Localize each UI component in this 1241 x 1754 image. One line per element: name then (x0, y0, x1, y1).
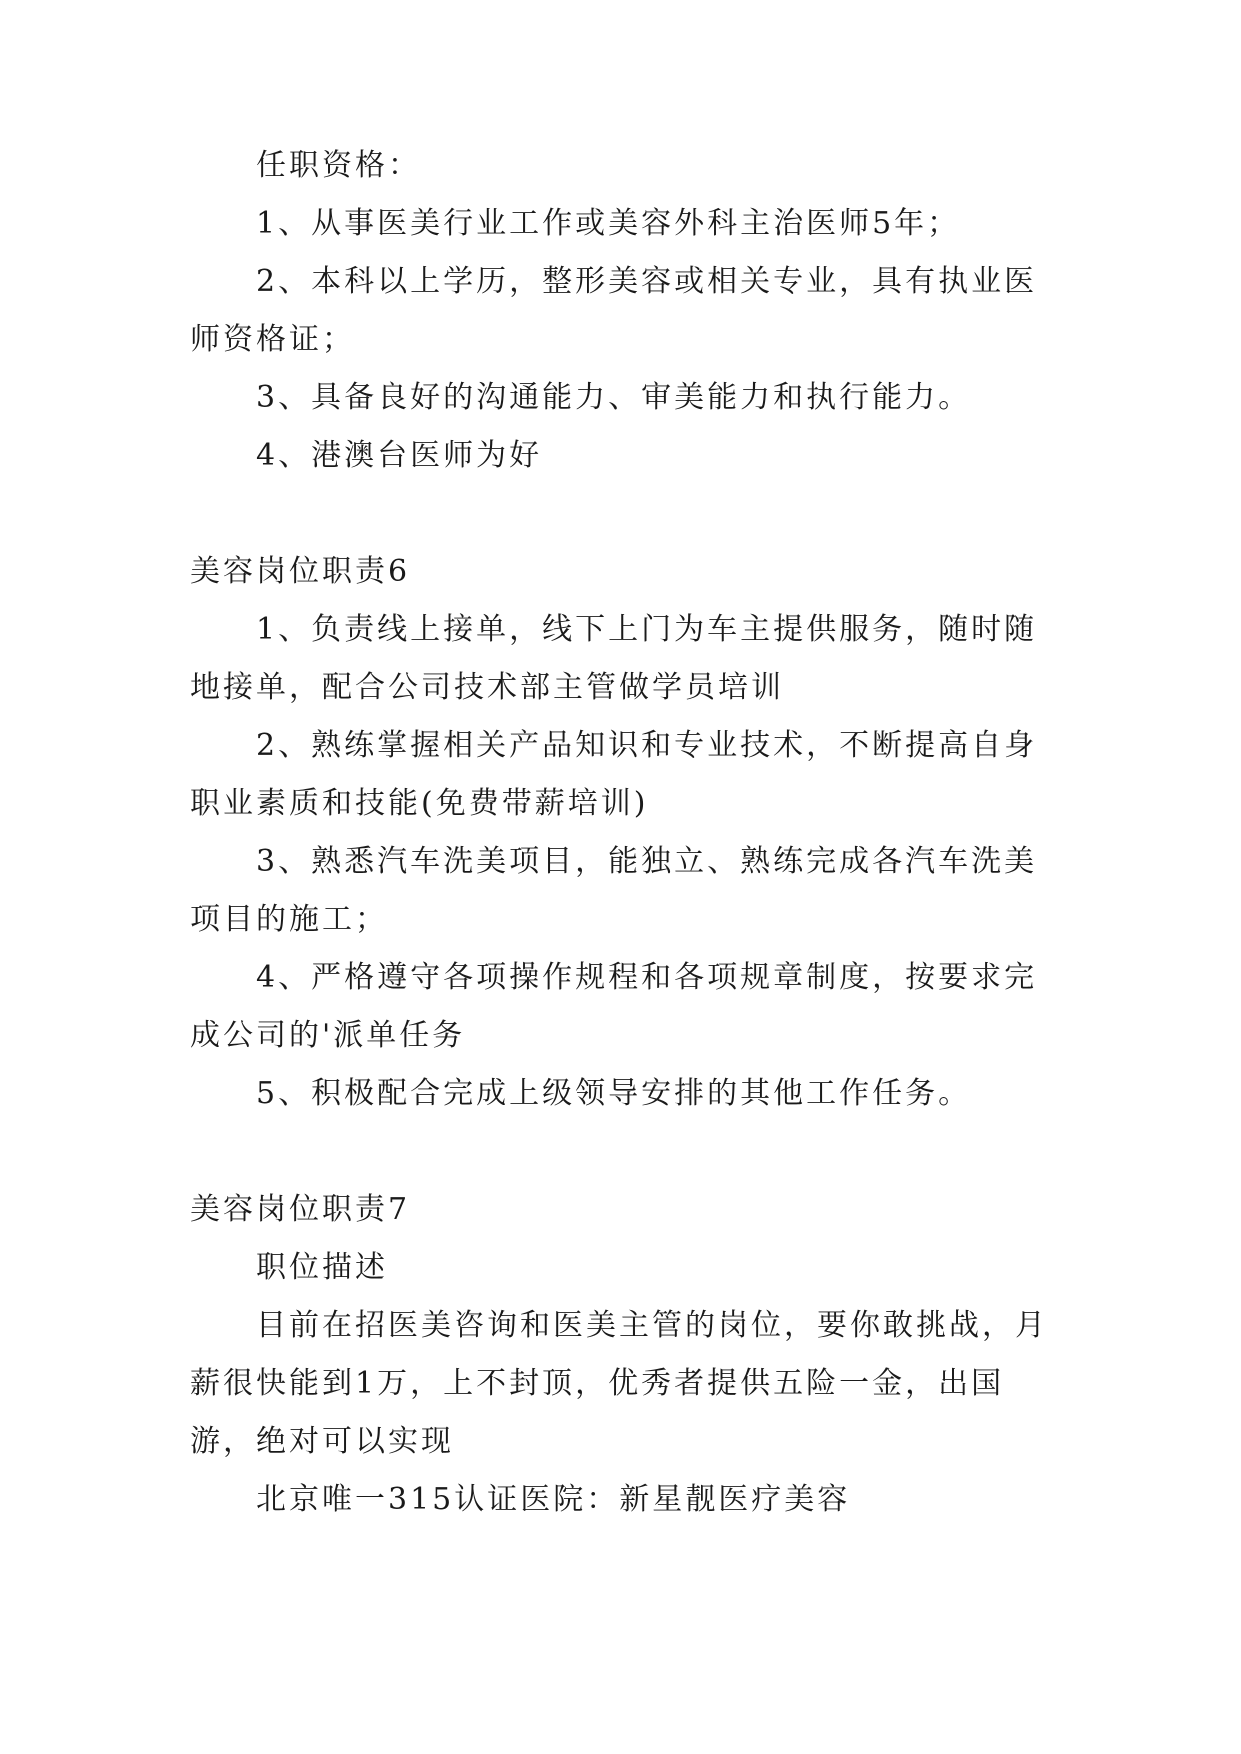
section-7-heading: 美容岗位职责7 (190, 1192, 411, 1227)
section-6-item-4: 4、严格遵守各项操作规程和各项规章制度，按要求完成公司的'派单任务 (190, 960, 1038, 1053)
section-7-paragraph-1: 目前在招医美咨询和医美主管的岗位，要你敢挑战，月薪很快能到1万，上不封顶，优秀者提供五险一金，出国游，绝对可以实现 (190, 1308, 1048, 1459)
qualification-item-4: 4、港澳台医师为好 (256, 438, 543, 473)
section-6-item-2: 2、熟练掌握相关产品知识和专业技术，不断提高自身职业素质和技能(免费带薪培训) (190, 728, 1038, 821)
section-6-item-3: 3、熟悉汽车洗美项目，能独立、熟练完成各汽车洗美项目的施工； (190, 844, 1038, 937)
section-spacer (190, 485, 1052, 543)
document-body (190, 137, 1052, 1529)
section-7-subheading: 职位描述 (256, 1250, 388, 1285)
qualification-title: 任职资格： (256, 148, 421, 183)
section-6-item-1: 1、负责线上接单，线下上门为车主提供服务，随时随地接单，配合公司技术部主管做学员培训 (190, 612, 1038, 705)
section-6-item-5: 5、积极配合完成上级领导安排的其他工作任务。 (256, 1076, 972, 1111)
section-7-paragraph-2: 北京唯一315认证医院：新星靓医疗美容 (256, 1482, 851, 1517)
qualification-item-1: 1、从事医美行业工作或美容外科主治医师5年； (256, 206, 961, 241)
qualification-item-3: 3、具备良好的沟通能力、审美能力和执行能力。 (256, 380, 972, 415)
section-6-heading: 美容岗位职责6 (190, 554, 411, 589)
qualification-item-2: 2、本科以上学历，整形美容或相关专业，具有执业医师资格证； (190, 264, 1038, 357)
section-spacer (190, 1123, 1052, 1181)
